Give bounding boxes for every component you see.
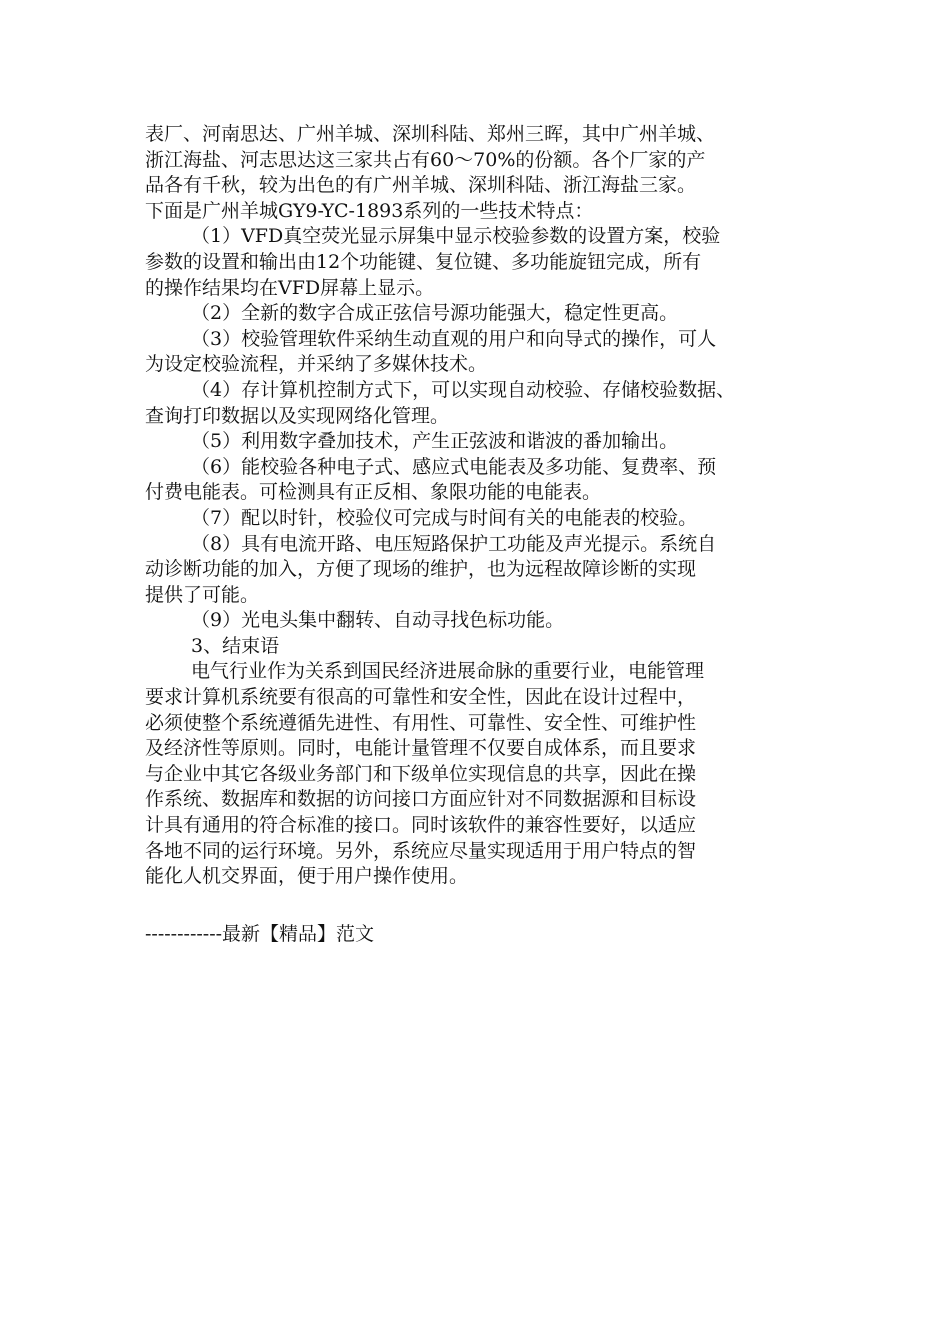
- footer-label: ------------最新【精品】范文: [145, 923, 375, 945]
- text-line: 为设定校验流程，并采纳了多媒休技术。: [145, 353, 488, 376]
- text-line: 及经济性等原则。同时，电能计量管理不仅要自成体系，而且要求: [145, 737, 697, 760]
- text-line: （9）光电头集中翻转、自动寻找色标功能。: [191, 609, 565, 632]
- text-line: （3）校验管理软件采纳生动直观的用户和向导式的操作，可人: [191, 327, 717, 350]
- text-line: 付费电能表。可检测具有正反相、象限功能的电能表。: [145, 481, 602, 504]
- text-line: 的操作结果均在VFD屏幕上显示。: [145, 276, 435, 299]
- text-line: 作系统、数据库和数据的访问接口方面应针对不同数据源和目标设: [145, 788, 697, 811]
- text-line: （7）配以时针，校验仪可完成与时间有关的电能表的校验。: [191, 506, 698, 529]
- text-line: 表厂、河南思达、广州羊城、深圳科陆、郑州三晖，其中广州羊城、: [145, 123, 716, 145]
- text-line: （2）全新的数字合成正弦信号源功能强大，稳定性更高。: [191, 302, 679, 325]
- text-line: 与企业中其它各级业务部门和下级单位实现信息的共享，因此在操: [145, 762, 697, 785]
- text-line: （5）利用数字叠加技术，产生正弦波和谐波的番加输出。: [191, 430, 679, 453]
- text-line: （1）VFD真空荧光显示屏集中显示校验参数的设置方案，校验: [191, 225, 721, 248]
- text-line: 品各有千秋，较为出色的有广州羊城、深圳科陆、浙江海盐三家。: [145, 174, 697, 197]
- text-line: 3、结束语: [191, 634, 280, 657]
- text-line: （8）具有电流开路、电压短路保护工功能及声光提示。系统自: [191, 532, 717, 555]
- text-line: 计具有通用的符合标准的接口。同时该软件的兼容性要好，以适应: [145, 814, 697, 837]
- text-line: 提供了可能。: [145, 583, 260, 606]
- document-body: [145, 122, 810, 890]
- text-line: 参数的设置和输出由12个功能键、复位键、多功能旋钮完成，所有: [145, 250, 702, 273]
- text-line: 能化人机交界面，便于用户操作使用。: [145, 865, 469, 888]
- text-line: 查询打印数据以及实现网络化管理。: [145, 404, 450, 427]
- text-line: 电气行业作为关系到国民经济进展命脉的重要行业，电能管理: [191, 660, 705, 683]
- text-line: 各地不同的运行环境。另外，系统应尽量实现适用于用户特点的智: [145, 839, 697, 862]
- text-line: 必须使整个系统遵循先进性、有用性、可靠性、安全性、可维护性: [145, 711, 697, 734]
- text-line: 要求计算机系统要有很高的可靠性和安全性，因此在设计过程中，: [145, 686, 697, 709]
- text-line: 下面是广州羊城GY9-YC-1893系列的一些技术特点：: [145, 199, 594, 222]
- text-line: 动诊断功能的加入，方便了现场的维护，也为远程故障诊断的实现: [145, 558, 697, 581]
- text-line: （4）存计算机控制方式下，可以实现自动校验、存储校验数据、: [191, 378, 736, 401]
- text-line: （6）能校验各种电子式、感应式电能表及多功能、复费率、预: [191, 455, 717, 478]
- text-line: 浙江海盐、河志思达这三家共占有60～70%的份额。各个厂家的产: [145, 148, 706, 171]
